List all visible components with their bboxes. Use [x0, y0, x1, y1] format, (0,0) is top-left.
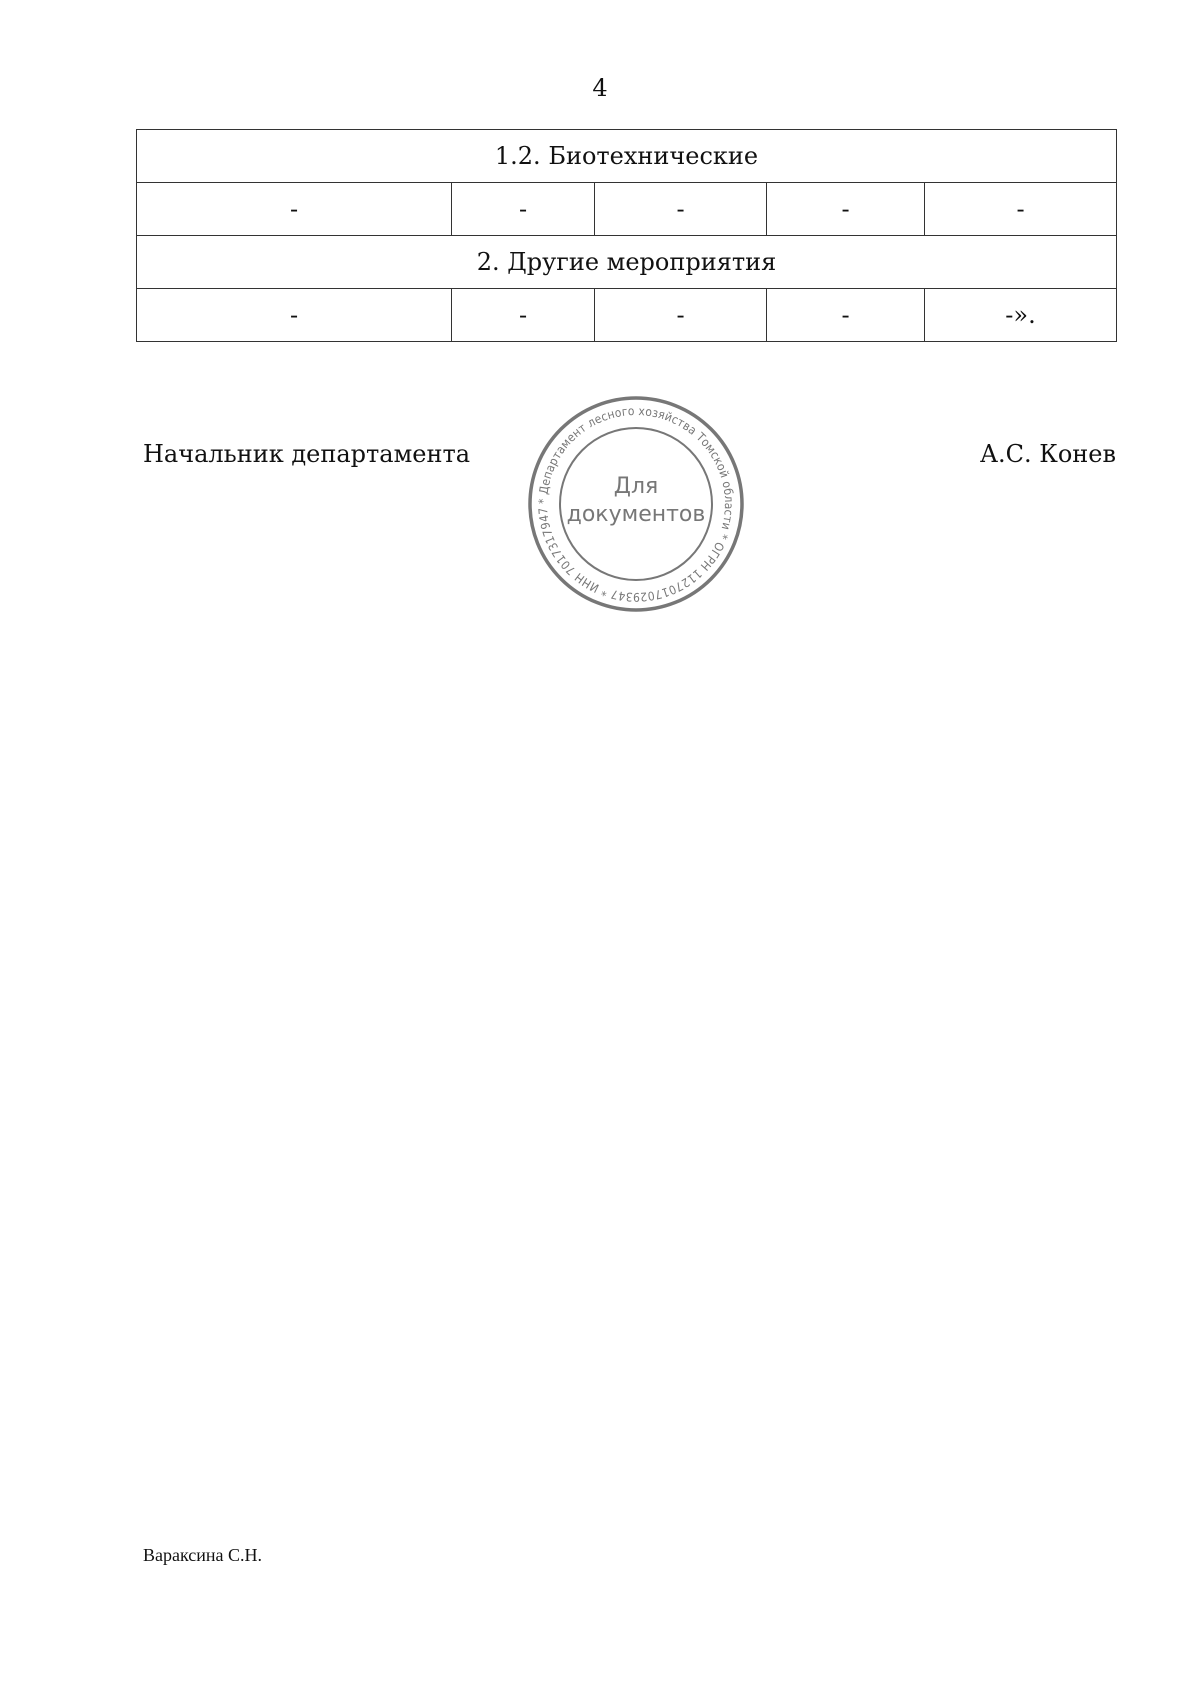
table-cell: -	[452, 183, 595, 236]
table-row	[137, 289, 1117, 342]
table-row	[137, 183, 1117, 236]
section-header-row	[137, 130, 1117, 183]
stamp-ring-text: * Департамент лесного хозяйства Томской области * ОГРН 1127017029347 * ИНН 7017317947	[535, 403, 737, 605]
table-cell: -	[452, 289, 595, 342]
table-cell: -».	[925, 289, 1117, 342]
signature-title: Начальник департамента	[143, 440, 471, 468]
measures-table	[136, 129, 1117, 342]
stamp-center-line2: документов	[566, 502, 706, 527]
table-cell: -	[767, 183, 925, 236]
section-title-other-measures: 2. Другие мероприятия	[137, 236, 1117, 289]
official-stamp	[525, 393, 747, 615]
table-cell: -	[595, 289, 767, 342]
table-cell: -	[925, 183, 1117, 236]
page-number: 4	[592, 74, 608, 102]
stamp-center-line1: Для	[613, 474, 659, 499]
table-cell: -	[595, 183, 767, 236]
executor-name: Вараксина С.Н.	[143, 1545, 263, 1565]
section-title-biotechnical: 1.2. Биотехнические	[137, 130, 1117, 183]
section-header-row	[137, 236, 1117, 289]
table-cell: -	[767, 289, 925, 342]
table-cell: -	[137, 289, 452, 342]
signature-name: А.С. Конев	[979, 440, 1116, 468]
table-cell: -	[137, 183, 452, 236]
